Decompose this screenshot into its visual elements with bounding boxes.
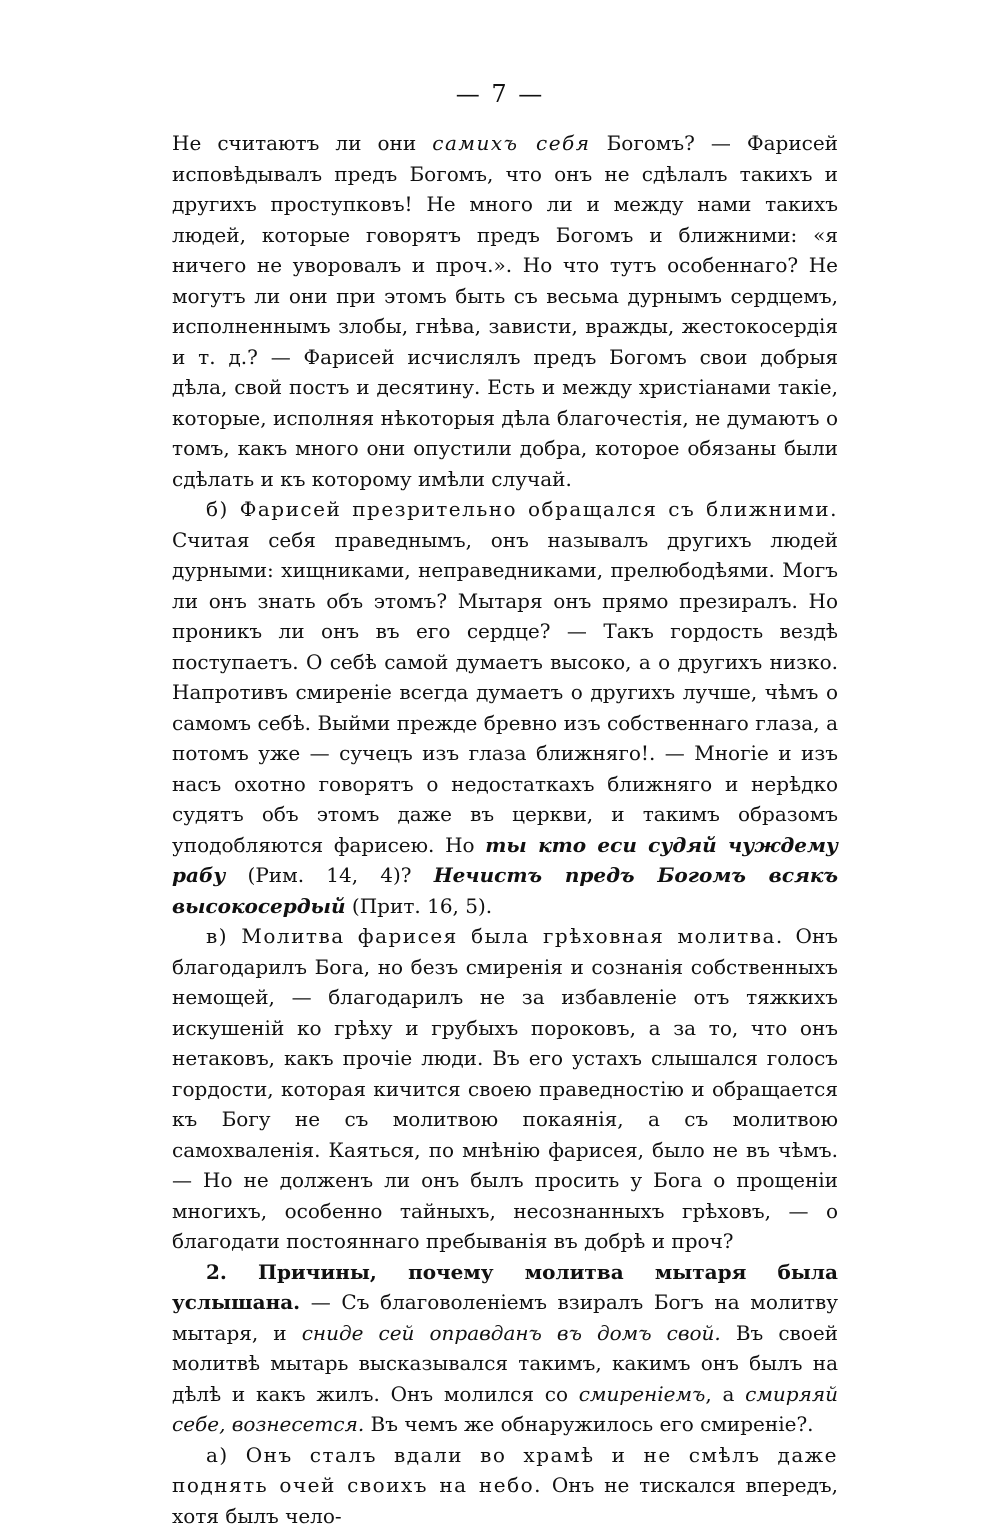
paragraph-1 bbox=[172, 128, 838, 494]
paragraph-5 bbox=[172, 1440, 838, 1531]
section-heading-2: 2. Причины, почему молитва мытаря была услышана. bbox=[172, 1260, 838, 1315]
text-run: Онъ благодарилъ Бога, но безъ смиренія и сознанія собственныхъ немощей, — благодарилъ не за избавленіе отъ тяжкихъ искушеній ко грѣху и грубыхъ пороковъ, а за то, что онъ нетаковъ, какъ прочіе люди. Въ его устахъ слышался голосъ гордости, которая кичится своею праведностію и обращается къ Богу не съ молитвою покаянія, а съ молитвою самохваленія. Каяться, по мнѣнію фарисея, было не въ чѣмъ. — Но не долженъ ли онъ былъ просить у Бога о прощеніи многихъ, особенно тайныхъ, несознанныхъ грѣховъ, — о благодати постояннаго пребыванія въ добрѣ и проч? bbox=[172, 924, 838, 1253]
text-run: Въ своей молитвѣ мытарь высказывался такимъ, какимъ онъ былъ на дѣлѣ и какъ жилъ. Онъ молился со bbox=[172, 1321, 838, 1406]
text-run: Считая себя праведнымъ, онъ называлъ другихъ людей дурными: хищниками, неправедниками, прелюбодѣями. Могъ ли онъ знать объ этомъ? Мытаря онъ прямо презиралъ. Но проникъ ли онъ въ его сердце? — Такъ гордость вездѣ поступаетъ. О себѣ самой думаетъ высоко, а о другихъ низко. Напротивъ смиреніе всегда думаетъ о другихъ лучше, чѣмъ о самомъ себѣ. Выйми прежде бревно изъ собственнаго глаза, а потомъ уже — сучецъ изъ глаза ближняго!. — Многіе и изъ насъ охотно говорятъ о недостаткахъ ближняго и нерѣдко судятъ объ этомъ даже въ церкви, и такимъ образомъ уподобляются фарисею. Но bbox=[172, 528, 838, 857]
scripture-quote: смиряяй себе, вознесется. bbox=[172, 1382, 838, 1437]
text-run: Онъ не тискался впередъ, хотя былъ чело- bbox=[172, 1473, 838, 1528]
scripture-quote: сниде сей оправданъ въ домъ свой. bbox=[302, 1321, 721, 1345]
emphasis-text: самихъ себя bbox=[432, 131, 590, 155]
scripture-quote: Нечистъ предъ Богомъ всякъ высокосердый bbox=[172, 863, 838, 918]
text-run: Не считаютъ ли они bbox=[172, 131, 432, 155]
text-run: Богомъ? — Фарисей исповѣдывалъ предъ Богомъ, что онъ не сдѣлалъ такихъ и другихъ проступковъ! Не много ли и между нами такихъ людей, которые говорятъ предъ Богомъ и ближними: «я ничего не уворовалъ и проч.». Но что тутъ особеннаго? Не могутъ ли они при этомъ быть съ весьма дурнымъ сердцемъ, исполненнымъ злобы, гнѣва, зависти, вражды, жестокосердія и т. д.? — Фарисей исчислялъ предъ Богомъ свои добрыя дѣла, свой постъ и десятину. Есть и между христіанами такіе, которые, исполняя нѣкоторыя дѣла благочестія, не думаютъ о томъ, какъ много они опустили добра, которое обязаны были сдѣлать и къ которому имѣли случай. bbox=[172, 131, 838, 491]
scripture-reference: (Рим. 14, 4)? bbox=[225, 863, 433, 887]
text-run: Въ чемъ же обнаружилось его смиреніе?. bbox=[364, 1412, 813, 1436]
emphasis-text: смиреніемъ bbox=[579, 1382, 706, 1406]
scripture-quote: ты кто еси судяй чуждему рабу bbox=[172, 833, 838, 888]
section-heading-b: б) Фарисей презрительно обращался съ ближними. bbox=[206, 497, 838, 521]
paragraph-4 bbox=[172, 1257, 838, 1440]
section-heading-v: в) Молитва фарисея была грѣховная молитва. bbox=[206, 924, 784, 948]
text-run: — Съ благоволеніемъ взиралъ Богъ на молитву мытаря, и bbox=[172, 1290, 838, 1345]
paragraph-3 bbox=[172, 921, 838, 1257]
page-number: — 7 — bbox=[0, 80, 1000, 108]
section-heading-a: а) Онъ сталъ вдали во храмѣ и не смѣлъ даже поднять очей своихъ на небо. bbox=[172, 1443, 838, 1498]
scripture-reference: (Прит. 16, 5). bbox=[346, 894, 493, 918]
text-run: , а bbox=[705, 1382, 745, 1406]
paragraph-2 bbox=[172, 494, 838, 921]
body-text bbox=[172, 128, 838, 1531]
